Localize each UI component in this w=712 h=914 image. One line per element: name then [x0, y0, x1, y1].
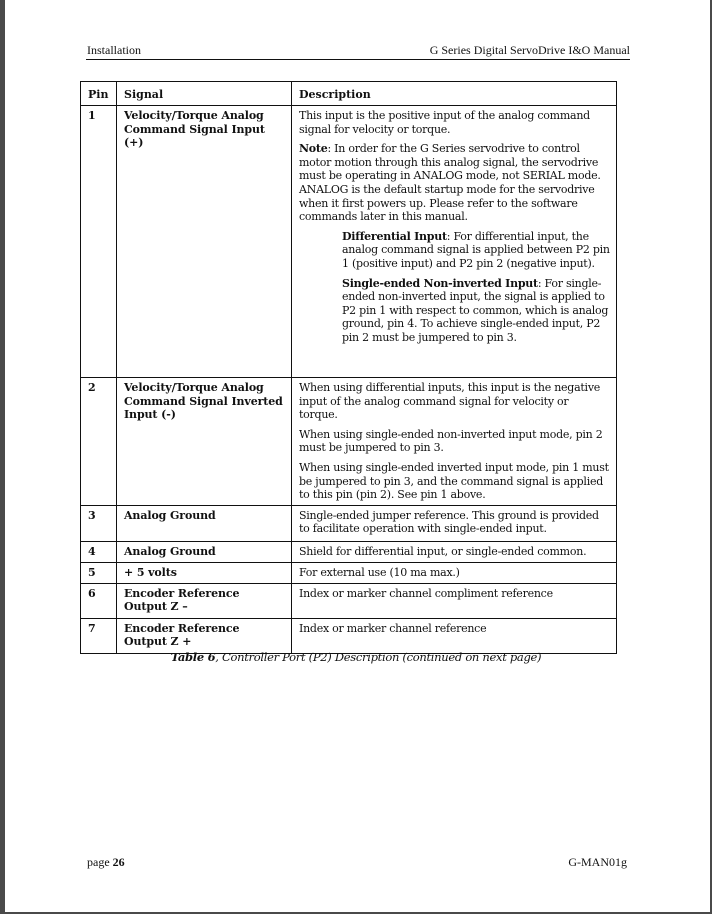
- table-row: [81, 505, 617, 541]
- single-ended-paragraph: [342, 277, 610, 345]
- table-row: [81, 562, 617, 583]
- column-header-signal: Signal: [117, 82, 292, 106]
- description: [292, 505, 617, 541]
- description-paragraph: For external use (10 ma max.): [299, 565, 460, 579]
- note-text: : In order for the G Series servodrive to control motor motion through this analog signal, the servodrive must be operating in ANALOG mode, not SERIAL mode. ANALOG is the default startup mode for the servodrive when it first powers up. Please refer to the software commands later in this manual.: [299, 142, 601, 224]
- signal-name: Analog Ground: [117, 541, 292, 562]
- signal-name: + 5 volts: [117, 562, 292, 583]
- pin-number: 4: [81, 541, 117, 562]
- table-row: [81, 106, 617, 378]
- caption-text: , Controller Port (P2) Description (continued on next page): [215, 650, 542, 664]
- description: [292, 618, 617, 653]
- page-header: [87, 43, 630, 59]
- differential-input-text: : For differential input, the analog command signal is applied between P2 pin 1 (positive input) and P2 pin 2 (negative input).: [342, 229, 610, 270]
- pin-number: 5: [81, 562, 117, 583]
- table-header-row: [81, 82, 617, 106]
- pin-number: 2: [81, 378, 117, 506]
- description: [292, 378, 617, 506]
- column-header-pin: Pin: [81, 82, 117, 106]
- description-paragraph: Single-ended jumper reference. This ground is provided to facilitate operation with single-ended input.: [299, 508, 599, 536]
- note-paragraph: [299, 142, 610, 224]
- table-row: [81, 618, 617, 653]
- description-paragraph: When using single-ended non-inverted input mode, pin 2 must be jumpered to pin 3.: [299, 427, 603, 455]
- header-section: Installation: [87, 43, 141, 57]
- description-paragraph: When using single-ended inverted input mode, pin 1 must be jumpered to pin 3, and the command signal is applied to this pin (pin 2). See pin 1 above.: [299, 460, 609, 502]
- page-number: [87, 855, 125, 870]
- pin-number: 1: [81, 106, 117, 378]
- description: [292, 106, 617, 378]
- differential-input-label: Differential Input: [342, 229, 447, 243]
- signal-name: Velocity/Torque Analog Command Signal Input (+): [117, 106, 292, 378]
- table-row: [81, 541, 617, 562]
- pin-number: 7: [81, 618, 117, 653]
- table-row: [81, 583, 617, 618]
- page-number-value: 26: [112, 855, 125, 869]
- description-paragraph: When using differential inputs, this input is the negative input of the analog command signal for velocity or torque.: [299, 381, 601, 422]
- single-ended-text: : For single-ended non-inverted input, the signal is applied to P2 pin 1 with respect to common, which is analog ground, pin 4. To achieve single-ended input, P2 pin 2 must be jumpered to pin 3.: [342, 276, 609, 344]
- description-paragraph: Index or marker channel compliment reference: [299, 586, 553, 600]
- description: [292, 562, 617, 583]
- viewer-frame-left: [0, 0, 5, 914]
- caption-label: Table 6: [170, 650, 216, 664]
- signal-name: Analog Ground: [117, 505, 292, 541]
- header-rule: [86, 59, 630, 60]
- description: [292, 541, 617, 562]
- single-ended-label: Single-ended Non-inverted Input: [342, 276, 538, 290]
- signal-name: Velocity/Torque Analog Command Signal Inverted Input (-): [117, 378, 292, 506]
- pin-number: 6: [81, 583, 117, 618]
- description: [292, 583, 617, 618]
- column-header-description: Description: [292, 82, 617, 106]
- table-row: [81, 378, 617, 506]
- differential-input-paragraph: [342, 230, 610, 271]
- table-caption: [0, 650, 712, 664]
- page-prefix: page: [87, 855, 113, 869]
- pin-number: 3: [81, 505, 117, 541]
- description-paragraph: Shield for differential input, or single-ended common.: [299, 544, 587, 558]
- description-paragraph: This input is the positive input of the analog command signal for velocity or torque.: [299, 109, 590, 136]
- document-id: G-MAN01g: [568, 855, 627, 869]
- signal-name: Encoder Reference Output Z +: [117, 618, 292, 653]
- note-label: Note: [299, 142, 328, 156]
- controller-port-table: [80, 81, 617, 654]
- header-manual-title: G Series Digital ServoDrive I&O Manual: [429, 43, 630, 57]
- signal-name: Encoder Reference Output Z –: [117, 583, 292, 618]
- description-paragraph: Index or marker channel reference: [299, 621, 487, 635]
